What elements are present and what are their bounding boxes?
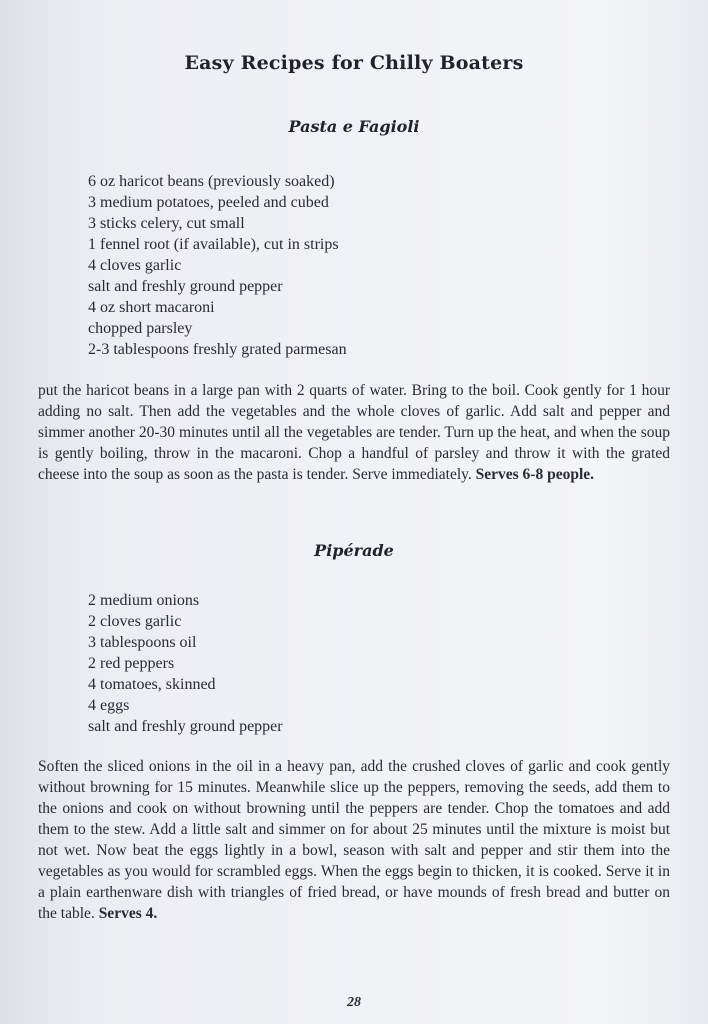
ingredient-item: 4 cloves garlic: [88, 257, 182, 274]
ingredient-item: 4 tomatoes, skinned: [88, 676, 216, 693]
ingredient-item: salt and freshly ground pepper: [88, 718, 283, 735]
ingredient-item: 4 oz short macaroni: [88, 299, 215, 316]
ingredient-list-piperade: [88, 590, 283, 737]
ingredient-item: 3 medium potatoes, peeled and cubed: [88, 194, 329, 211]
recipe-title-piperade: Pipérade: [314, 541, 394, 560]
method-paragraph-pasta-e-fagioli: [38, 380, 670, 485]
ingredient-item: 2 red peppers: [88, 655, 175, 672]
recipe-title-pasta-e-fagioli: Pasta e Fagioli: [288, 117, 420, 136]
page-number: 28: [347, 995, 361, 1010]
ingredient-item: 6 oz haricot beans (previously soaked): [88, 173, 335, 190]
method-text: Soften the sliced onions in the oil in a heavy pan, add the crushed cloves of garlic and cook gently without browning for 15 minutes. Meanwhile slice up the peppers, removing the seeds, add them to the onions and cook on without browning until the peppers are tender. Chop the tomatoes and add them to the stew. Add a little salt and simmer on for about 25 minutes until the mixture is moist but not wet. Now beat the eggs lightly in a bowl, season with salt and pepper and stir them into the vegetables as you would for scrambled eggs. When the eggs begin to thicken, it is cooked. Serve it in a plain earthenware dish with triangles of fried bread, or have mounds of fresh bread and butter on the table.: [38, 758, 670, 922]
page-title: Easy Recipes for Chilly Boaters: [184, 52, 524, 74]
serves-note: Serves 4.: [98, 905, 158, 922]
ingredient-item: 2 medium onions: [88, 592, 200, 609]
ingredient-item: 3 tablespoons oil: [88, 634, 197, 651]
ingredient-item: chopped parsley: [88, 320, 193, 337]
ingredient-item: 2 cloves garlic: [88, 613, 182, 630]
method-text: put the haricot beans in a large pan with 2 quarts of water. Bring to the boil. Cook gently for 1 hour adding no salt. Then add the vegetables and the whole cloves of garlic. Add salt and pepper and simmer another 20-30 minutes until all the vegetables are tender. Turn up the heat, and when the soup is gently boiling, throw in the macaroni. Chop a handful of parsley and throw it with the grated cheese into the soup as soon as the pasta is tender. Serve immediately.: [38, 382, 670, 483]
ingredient-list-pasta-e-fagioli: [88, 171, 347, 360]
ingredient-item: salt and freshly ground pepper: [88, 278, 283, 295]
serves-note: Serves 6-8 people.: [475, 466, 595, 483]
ingredient-item: 1 fennel root (if available), cut in strips: [88, 236, 339, 253]
ingredient-item: 3 sticks celery, cut small: [88, 215, 245, 232]
method-paragraph-piperade: [38, 756, 670, 924]
ingredient-item: 2-3 tablespoons freshly grated parmesan: [88, 341, 347, 358]
ingredient-item: 4 eggs: [88, 697, 130, 714]
